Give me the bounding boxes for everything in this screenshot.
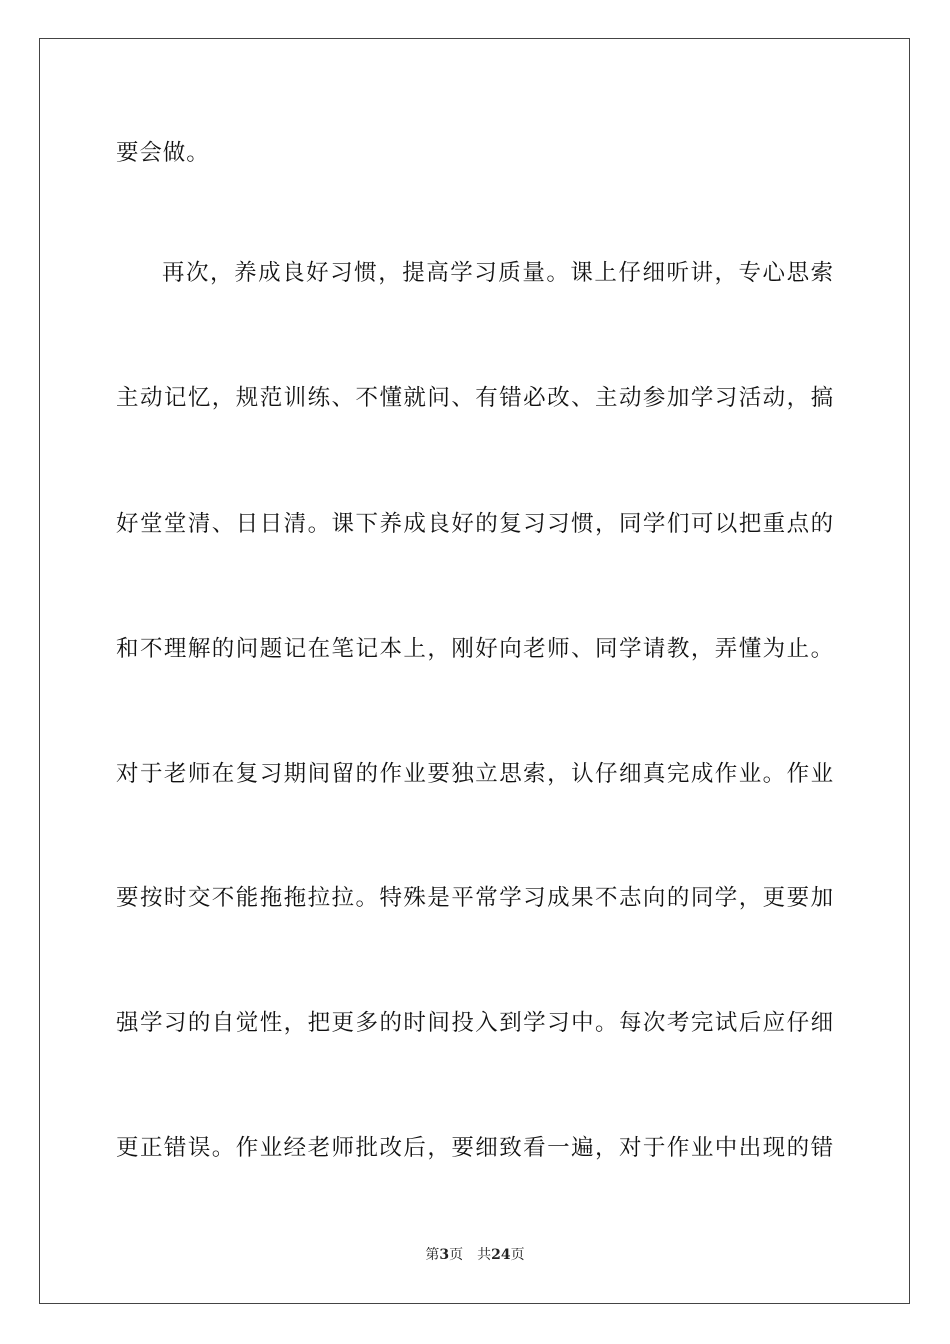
text-line-3: 主动记忆，规范训练、不懂就问、有错必改、主动参加学习活动，搞 [116, 385, 834, 411]
text-line-5: 和不理解的问题记在笔记本上，刚好向老师、同学请教，弄懂为止。 [116, 636, 834, 662]
page-footer [0, 1246, 950, 1264]
total-prefix: 共 [477, 1247, 492, 1263]
page-prefix: 第 [425, 1247, 440, 1263]
total-pages: 24 [491, 1247, 511, 1263]
text-line-1: 要会做。 [116, 140, 210, 166]
page-suffix: 页 [449, 1247, 464, 1263]
text-line-4: 好堂堂清、日日清。课下养成良好的复习习惯，同学们可以把重点的 [116, 511, 834, 537]
text-line-2: 再次，养成良好习惯，提高学习质量。课上仔细听讲，专心思索 [162, 260, 834, 286]
text-line-7: 要按时交不能拖拖拉拉。特殊是平常学习成果不志向的同学，更要加 [116, 885, 834, 911]
total-suffix: 页 [510, 1247, 525, 1263]
text-line-8: 强学习的自觉性，把更多的时间投入到学习中。每次考完试后应仔细 [116, 1010, 834, 1036]
text-line-9: 更正错误。作业经老师批改后，要细致看一遍，对于作业中出现的错 [116, 1135, 834, 1161]
page-number: 3 [439, 1247, 450, 1263]
text-line-6: 对于老师在复习期间留的作业要独立思索，认仔细真完成作业。作业 [116, 761, 834, 787]
page-border [39, 38, 910, 1304]
